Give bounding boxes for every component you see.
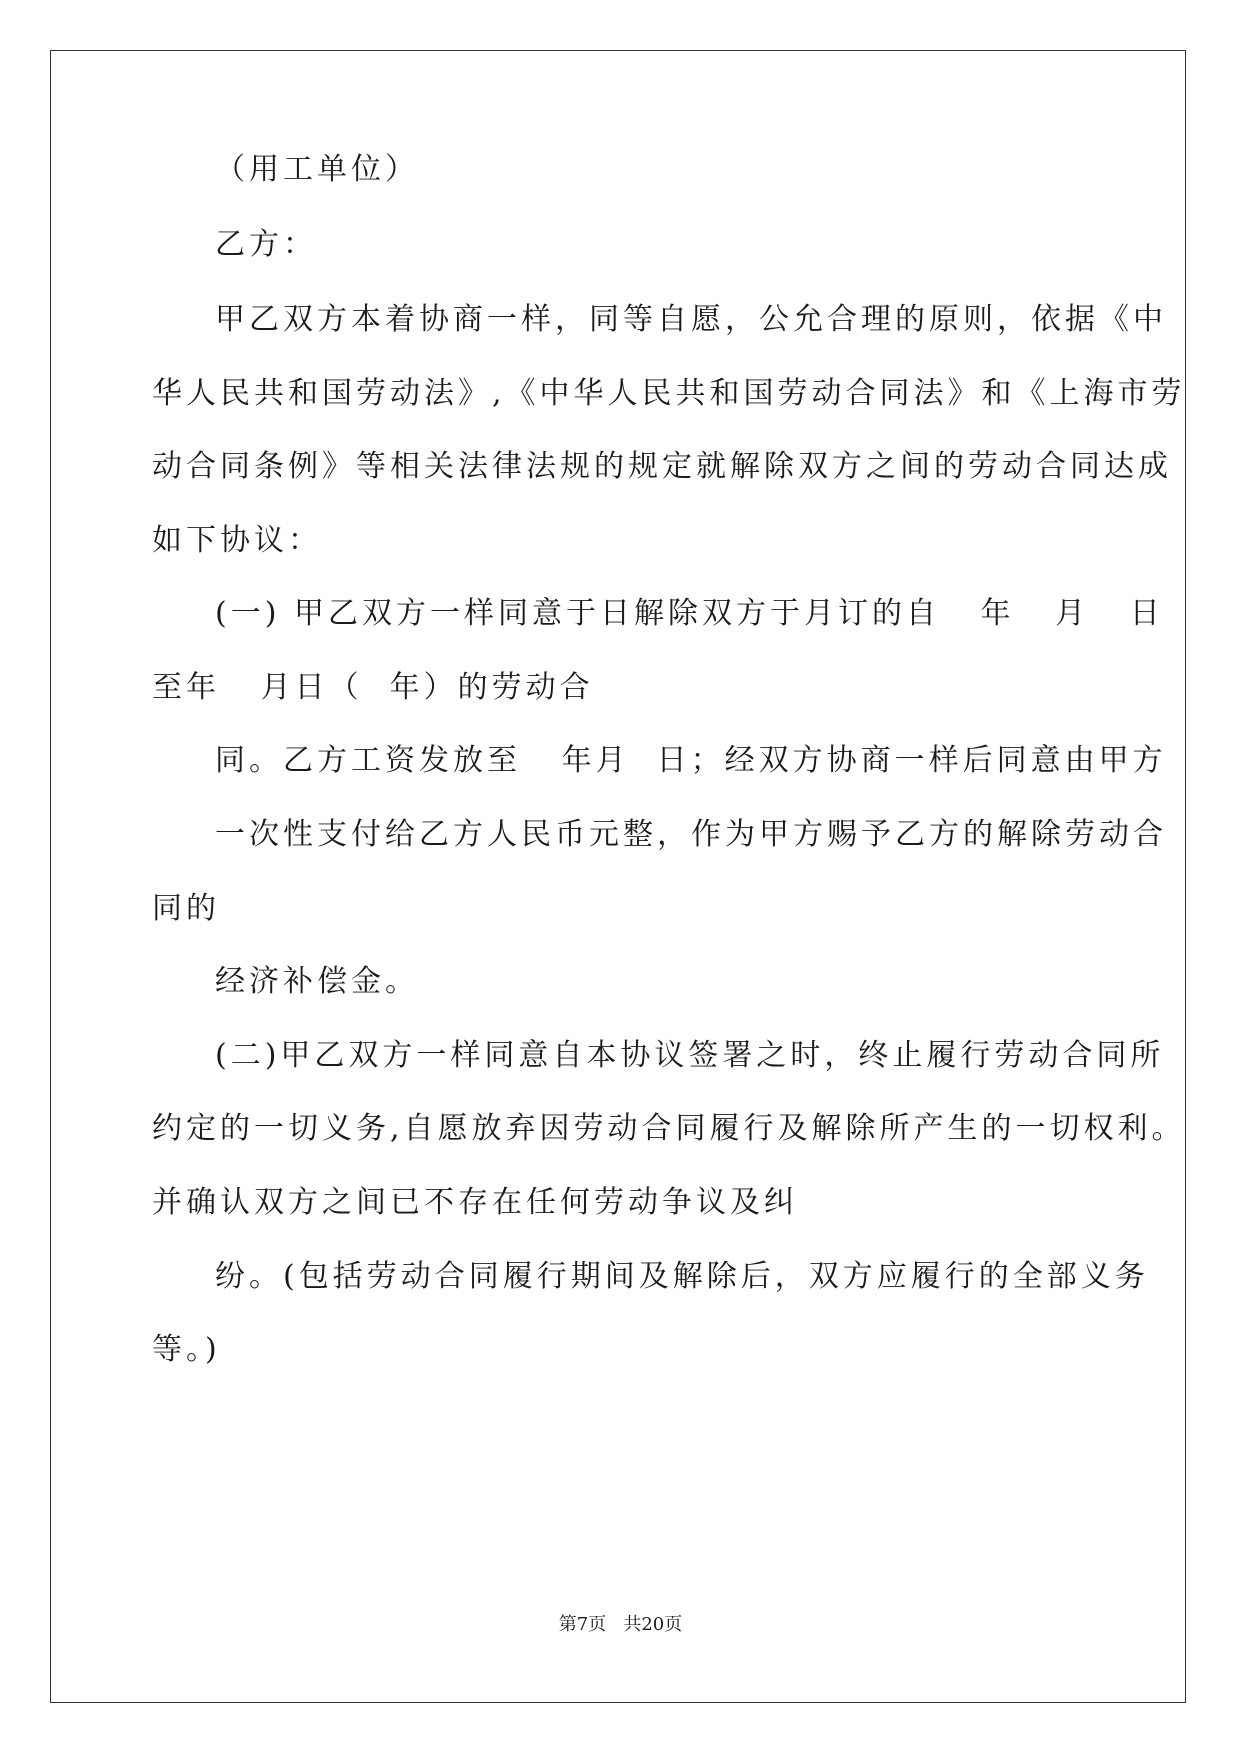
- text-line-preamble-1: 甲乙双方本着协商一样，同等自愿，公允合理的原则，依据《中: [215, 302, 1167, 337]
- text-line-clause1-6: 经济补偿金。: [215, 964, 419, 999]
- text-line-employer-unit: （用工单位）: [215, 152, 419, 187]
- text-line-clause1-2: 至年 月日（ 年）的劳动合: [152, 670, 594, 705]
- text-line-clause2-5: 等。): [152, 1332, 221, 1367]
- page-number-footer: 第7页 共20页: [558, 1614, 683, 1635]
- text-line-preamble-4: 如下协议：: [152, 523, 322, 558]
- text-line-clause1-1: (一) 甲乙双方一样同意于日解除双方于月订的自 年 月 日: [215, 596, 1164, 631]
- text-line-clause1-5: 同的: [152, 891, 220, 926]
- text-line-clause2-4: 纷。(包括劳动合同履行期间及解除后，双方应履行的全部义务: [215, 1259, 1149, 1294]
- text-line-clause2-1: (二)甲乙双方一样同意自本协议签署之时，终止履行劳动合同所: [215, 1038, 1165, 1073]
- text-line-clause2-2: 约定的一切义务,自愿放弃因劳动合同履行及解除所产生的一切权利。: [152, 1111, 1186, 1146]
- text-line-clause1-3: 同。乙方工资发放至 年月 日；经双方协商一样后同意由甲方: [215, 743, 1167, 778]
- text-line-clause2-3: 并确认双方之间已不存在任何劳动争议及纠: [152, 1185, 798, 1220]
- text-line-preamble-3: 动合同条例》等相关法律法规的规定就解除双方之间的劳动合同达成: [152, 449, 1172, 484]
- text-line-preamble-2: 华人民共和国劳动法》,《中华人民共和国劳动合同法》和《上海市劳: [152, 376, 1186, 411]
- text-line-clause1-4: 一次性支付给乙方人民币元整，作为甲方赐予乙方的解除劳动合: [215, 817, 1167, 852]
- text-line-party-b: 乙方：: [215, 227, 317, 262]
- page-frame: [50, 50, 1186, 1703]
